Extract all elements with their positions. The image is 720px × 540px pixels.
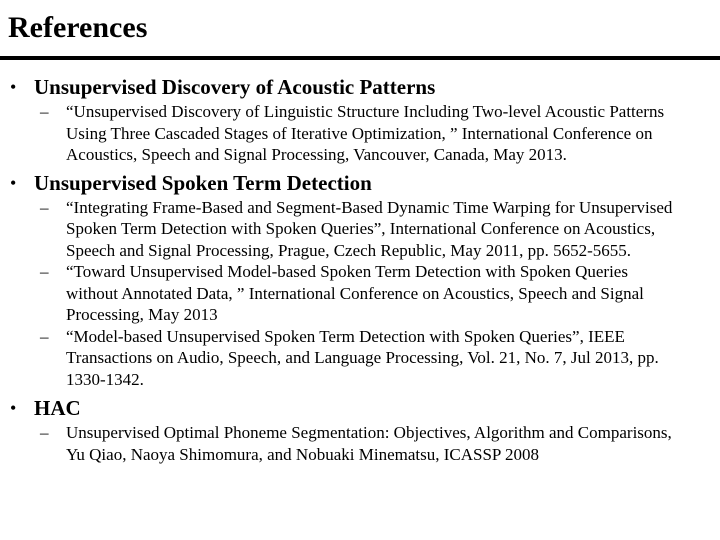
reference-list [34,422,720,465]
topic-spoken-term-detection [0,170,720,391]
reference-item [34,101,684,166]
dash-icon: – [40,262,49,281]
bullet-icon: • [10,77,17,97]
topic-acoustic-patterns [0,74,720,166]
dash-icon: – [40,197,49,217]
title-divider [0,56,720,60]
reference-list [34,197,720,391]
reference-item [34,261,684,326]
reference-item [34,422,684,465]
topic-title: Unsupervised Spoken Term Detection [34,170,372,195]
topic-hac [0,395,720,465]
topic-title: HAC [34,396,81,420]
reference-text: “Toward Unsupervised Model-based Spoken Term Detection with Spoken Queries without Annotated Data, ” International Conference on Acoustics, Speech and Signal Processing, May 2013 [66,262,644,324]
bullet-icon: • [10,398,17,418]
slide-content [0,74,720,469]
dash-icon: – [40,423,49,442]
reference-item [34,326,684,391]
reference-list [34,101,720,166]
dash-icon: – [40,326,49,346]
reference-text: “Model-based Unsupervised Spoken Term Detection with Spoken Queries”, IEEE Transactions on Audio, Speech, and Language Processing, Vol. 21, No. 7, Jul 2013, pp. 1330-1342. [66,326,659,389]
bullet-icon: • [10,172,17,193]
topic-title: Unsupervised Discovery of Acoustic Patterns [34,75,436,99]
reference-text: Unsupervised Optimal Phoneme Segmentation: Objectives, Algorithm and Comparisons, Yu Qiao, Naoya Shimomura, and Nobuaki Minematsu, ICASSP 2008 [66,423,672,464]
dash-icon: – [40,102,49,121]
slide-title: References [8,11,148,44]
reference-item [34,197,684,262]
reference-text: “Integrating Frame-Based and Segment-Based Dynamic Time Warping for Unsupervised Spoken Term Detection with Spoken Queries”, International Conference on Acoustics, Speech and Signal Processing, Prague, Czech Republic, May 2011, pp. 5652-5655. [66,197,673,260]
reference-text: “Unsupervised Discovery of Linguistic Structure Including Two-level Acoustic Patterns Using Three Cascaded Stages of Iterative Optimization, ” International Conference on Acoustics, Speech and Signal Processing, Vancouver, Canada, May 2013. [66,102,665,164]
